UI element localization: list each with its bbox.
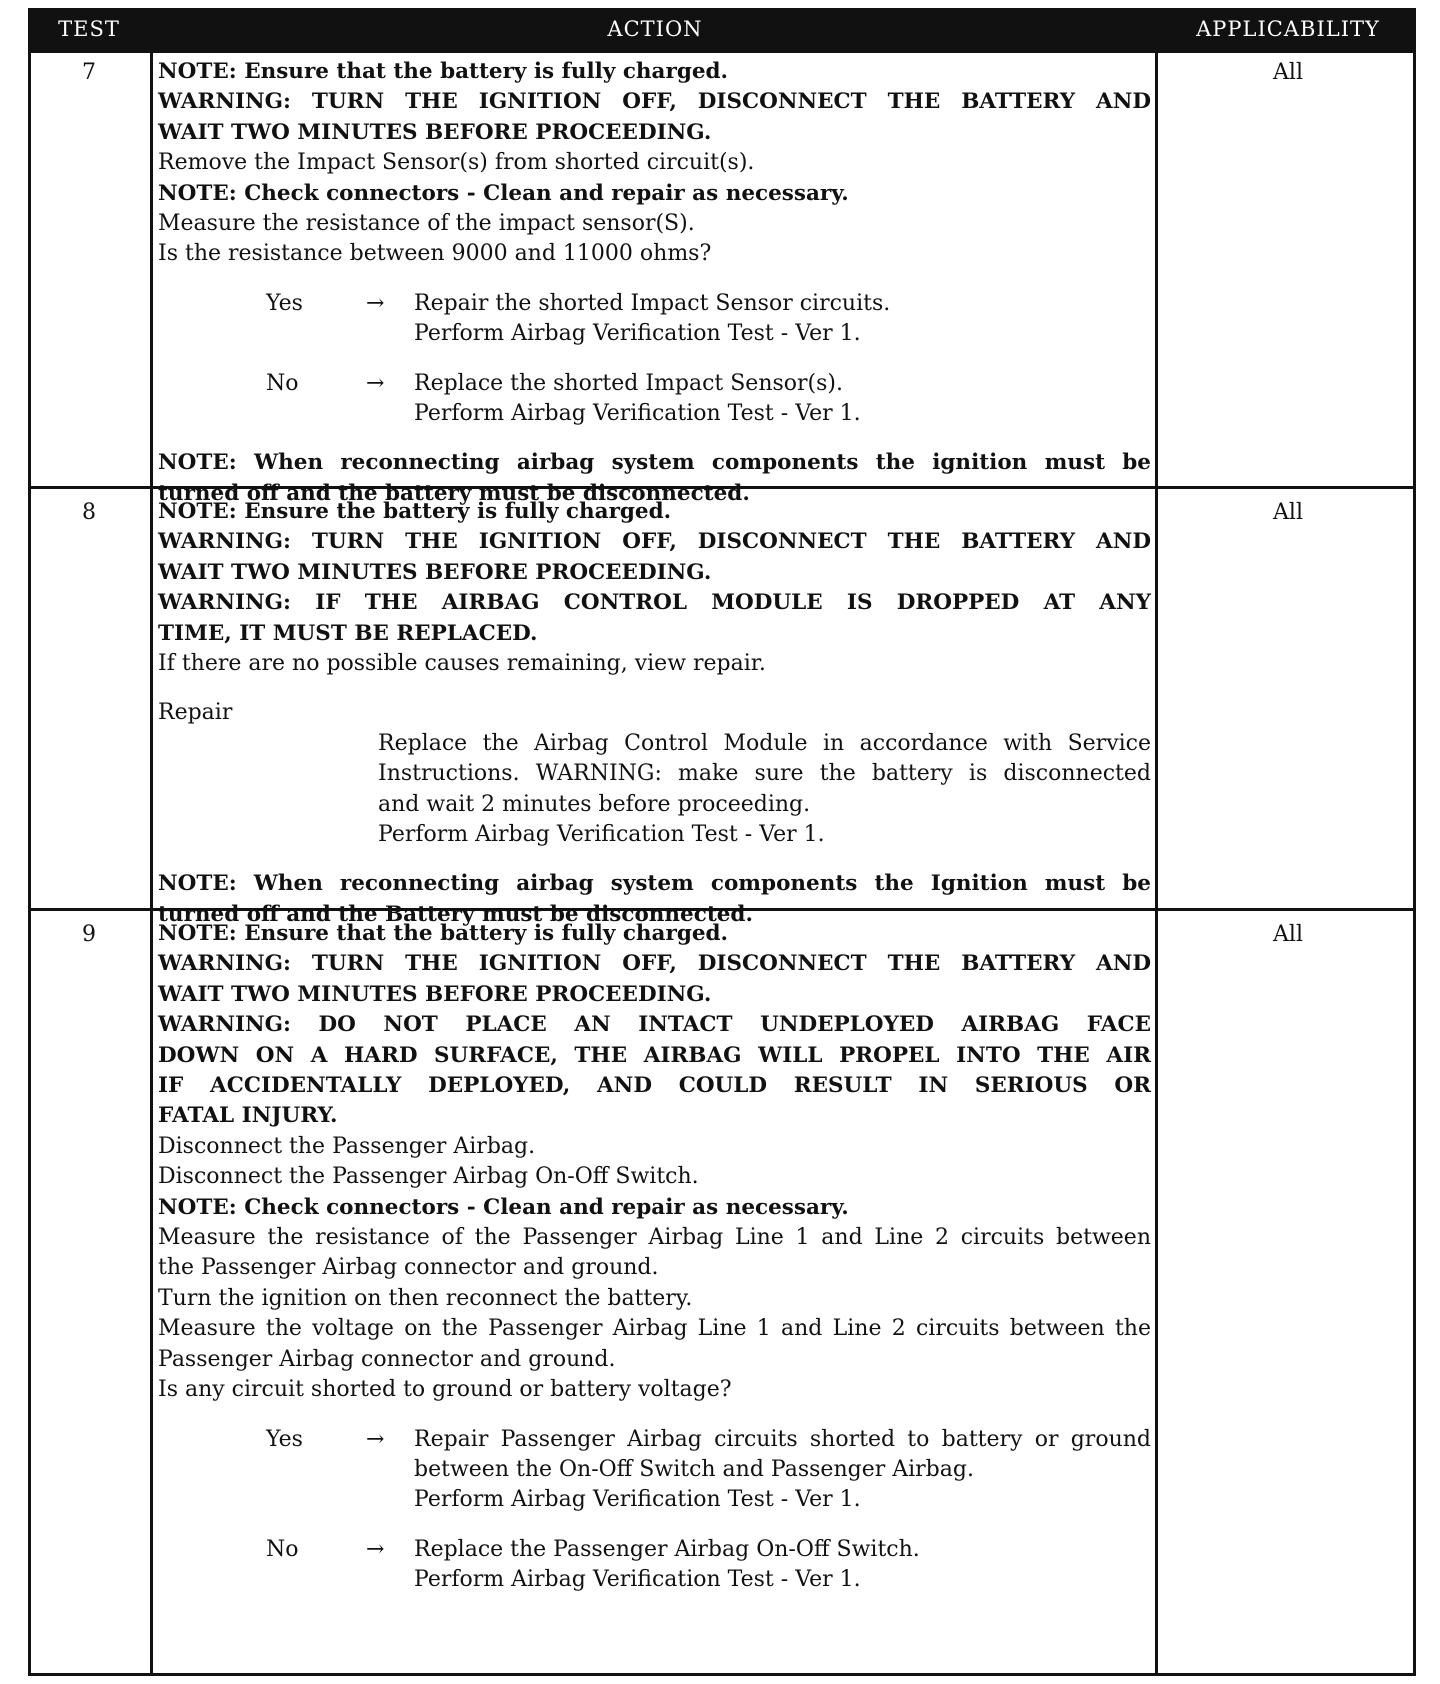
answer-line: Repair Passenger Airbag circuits shorted to battery or ground [414,1426,1151,1452]
header-test: TEST [58,17,120,41]
question-line: Is any circuit shorted to ground or battery voltage? [158,1377,732,1403]
warning-line: WARNING: TURN THE IGNITION OFF, DISCONNECT THE BATTERY AND [158,529,1151,555]
answer-yes [158,289,1151,350]
warning-line: WAIT TWO MINUTES BEFORE PROCEEDING. [158,981,712,1007]
instruction-line: the Passenger Airbag connector and ground. [158,1255,659,1281]
question-line: Is the resistance between 9000 and 11000 ohms? [158,241,712,267]
instruction-line: Remove the Impact Sensor(s) from shorted circuit(s). [158,150,755,176]
test-number: 8 [82,500,96,525]
answer-yes [158,1425,1151,1516]
action-cell [158,919,1151,1596]
answer-line: Perform Airbag Verification Test - Ver 1. [414,1567,861,1593]
header-action: ACTION [607,17,703,41]
arrow-icon: → [366,290,385,316]
test-table [28,8,1416,1676]
note-line: NOTE: When reconnecting airbag system components the ignition must be [158,450,1151,476]
action-cell [158,57,1151,509]
answer-line: between the On-Off Switch and Passenger Airbag. [414,1456,974,1482]
arrow-icon: → [366,1426,385,1452]
answer-label: No [266,1536,299,1562]
warning-line: IF ACCIDENTALLY DEPLOYED, AND COULD RESULT IN SERIOUS OR [158,1073,1151,1099]
repair-line: Replace the Airbag Control Module in accordance with Service [378,730,1151,756]
instruction-line: Turn the ignition on then reconnect the battery. [158,1285,693,1311]
instruction-line: Measure the voltage on the Passenger Airbag Line 1 and Line 2 circuits between the [158,1316,1151,1342]
warning-line: WARNING: TURN THE IGNITION OFF, DISCONNECT THE BATTERY AND [158,951,1151,977]
note-line: NOTE: Ensure that the battery is fully charged. [158,59,729,84]
header-applicability: APPLICABILITY [1196,17,1380,41]
answer-line: Replace the Passenger Airbag On-Off Switch. [414,1536,920,1562]
applicability-value: All [1273,922,1303,947]
answer-no [158,369,1151,430]
warning-line: WARNING: IF THE AIRBAG CONTROL MODULE IS DROPPED AT ANY [158,590,1151,616]
answer-line: Replace the shorted Impact Sensor(s). [414,370,843,396]
repair-line: Instructions. WARNING: make sure the battery is disconnected [378,761,1151,787]
instruction-line: If there are no possible causes remaining, view repair. [158,651,766,677]
repair-line: Perform Airbag Verification Test - Ver 1. [378,822,825,848]
action-cell [158,497,1151,930]
note-line: NOTE: When reconnecting airbag system components the Ignition must be [158,871,1151,897]
test-number: 9 [82,922,96,947]
arrow-icon: → [366,370,385,396]
instruction-line: Disconnect the Passenger Airbag On-Off Switch. [158,1164,699,1190]
note-line: NOTE: Ensure that the battery is fully charged. [158,921,729,946]
note-line: NOTE: Check connectors - Clean and repair as necessary. [158,1194,849,1220]
test-number: 7 [82,60,96,85]
instruction-line: Measure the resistance of the impact sensor(S). [158,211,695,237]
warning-line: WARNING: DO NOT PLACE AN INTACT UNDEPLOYED AIRBAG FACE [158,1012,1151,1038]
answer-no [158,1535,1151,1596]
instruction-line: Passenger Airbag connector and ground. [158,1346,616,1372]
warning-line: WAIT TWO MINUTES BEFORE PROCEEDING. [158,119,712,145]
applicability-value: All [1273,60,1303,85]
applicability-value: All [1273,500,1303,525]
answer-line: Perform Airbag Verification Test - Ver 1. [414,321,861,347]
note-line: NOTE: Check connectors - Clean and repair as necessary. [158,180,849,206]
answer-line: Repair the shorted Impact Sensor circuits. [414,290,891,316]
column-divider [1155,50,1158,1676]
warning-line: FATAL INJURY. [158,1103,338,1129]
table-header [28,8,1416,50]
note-line: NOTE: Ensure the battery is fully charged. [158,499,672,524]
answer-label: Yes [266,290,303,316]
column-divider [150,50,153,1676]
warning-line: WAIT TWO MINUTES BEFORE PROCEEDING. [158,559,712,585]
answer-label: No [266,370,299,396]
answer-line: Perform Airbag Verification Test - Ver 1. [414,401,861,427]
answer-line: Perform Airbag Verification Test - Ver 1. [414,1487,861,1513]
note-line: turned off and the Battery must be disconnected. [158,901,753,927]
warning-line: TIME, IT MUST BE REPLACED. [158,620,538,646]
instruction-line: Measure the resistance of the Passenger Airbag Line 1 and Line 2 circuits between [158,1225,1151,1251]
answer-label: Yes [266,1426,303,1452]
repair-line: and wait 2 minutes before proceeding. [378,791,811,817]
warning-line: DOWN ON A HARD SURFACE, THE AIRBAG WILL PROPEL INTO THE AIR [158,1042,1151,1068]
warning-line: WARNING: TURN THE IGNITION OFF, DISCONNECT THE BATTERY AND [158,89,1151,115]
repair-text [378,729,1151,851]
arrow-icon: → [366,1536,385,1562]
instruction-line: Disconnect the Passenger Airbag. [158,1133,536,1159]
repair-label: Repair [158,700,233,726]
note-line: turned off and the battery must be disconnected. [158,480,750,506]
